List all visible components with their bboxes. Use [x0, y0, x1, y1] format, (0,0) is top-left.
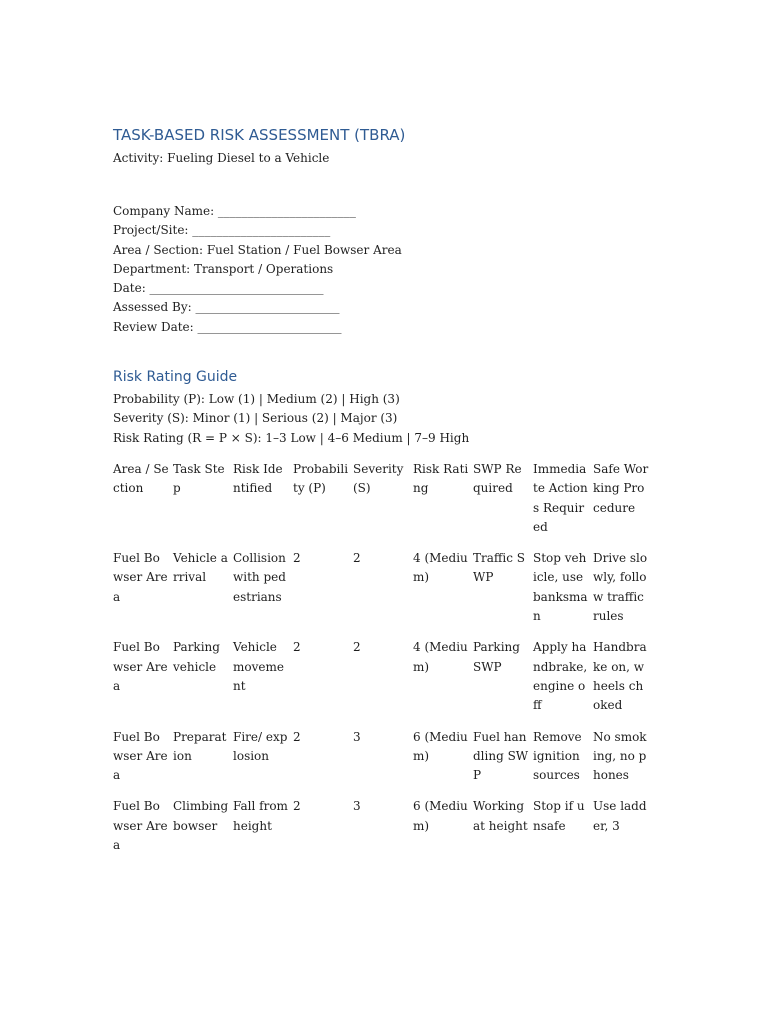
table-cell: 4 (Medium) [413, 551, 468, 585]
date-line: Date: _____________________________ [113, 281, 324, 296]
risk-rating-guide-heading: Risk Rating Guide [113, 369, 238, 385]
header-risk-identified: Risk Identified [233, 462, 283, 496]
table-cell: 6 (Medium) [413, 799, 468, 833]
header-severity: Severity (S) [353, 462, 404, 496]
table-cell: 4 (Medium) [413, 640, 468, 674]
table-cell: Fuel Bowser Area [113, 799, 168, 853]
table-cell: 3 [353, 799, 361, 814]
table-row [113, 797, 653, 867]
table-row [113, 728, 653, 798]
table-cell: Working at height [473, 799, 528, 833]
header-immediate-actions: Immediate Actions Required [533, 462, 588, 534]
risk-assessment-table [113, 460, 653, 867]
table-cell: Parking SWP [473, 640, 520, 674]
header-safe-working-procedure: Safe Working Procedure [593, 462, 649, 515]
table-cell: Vehicle arrival [173, 551, 228, 585]
table-cell: Collision with pedestrians [233, 551, 286, 604]
table-cell: 2 [293, 640, 301, 655]
table-cell: Fuel Bowser Area [113, 729, 168, 783]
table-cell: Fuel handling SWP [473, 729, 529, 783]
table-cell: Stop vehicle, use banksman [533, 551, 588, 624]
table-cell: Climbing bowser [173, 799, 229, 833]
table-cell: Fuel Bowser Area [113, 551, 168, 604]
table-cell: 2 [293, 799, 301, 814]
severity-guide-line: Severity (S): Minor (1) | Serious (2) | Major (3) [113, 411, 398, 426]
risk-rating-guide-line: Risk Rating (R = P × S): 1–3 Low | 4–6 Medium | 7–9 High [113, 430, 470, 445]
table-cell: Remove ignition sources [533, 729, 582, 783]
table-cell: Fire/ explosion [233, 729, 288, 763]
document-title: TASK-BASED RISK ASSESSMENT (TBRA) [113, 126, 406, 144]
table-cell: Stop if unsafe [533, 799, 585, 833]
table-cell: Vehicle movement [233, 640, 284, 693]
table-cell: 2 [353, 640, 361, 655]
table-cell: Traffic SWP [473, 551, 526, 585]
header-probability: Probability (P) [293, 462, 349, 496]
table-cell: 3 [353, 729, 361, 744]
area-section-line: Area / Section: Fuel Station / Fuel Bowser Area [113, 242, 402, 257]
table-row [113, 549, 653, 638]
table-cell: Preparation [173, 729, 227, 763]
company-name-line: Company Name: _______________________ [113, 204, 356, 218]
table-row [113, 638, 653, 727]
activity-line: Activity: Fueling Diesel to a Vehicle [113, 151, 330, 165]
header-area-section: Area / Section [113, 462, 169, 496]
header-risk-rating: Risk Rating [413, 462, 469, 496]
review-date-line: Review Date: ________________________ [113, 319, 342, 334]
table-cell: Fuel Bowser Area [113, 640, 168, 693]
department-line: Department: Transport / Operations [113, 261, 334, 276]
table-cell: Apply handbrake, engine off [533, 640, 588, 713]
table-cell: 2 [293, 729, 301, 744]
probability-guide-line: Probability (P): Low (1) | Medium (2) | High (3) [113, 392, 400, 406]
table-cell: Handbrake on, wheels choked [593, 640, 647, 713]
table-cell: 6 (Medium) [413, 729, 468, 763]
table-cell: No smoking, no phones [593, 729, 647, 783]
table-header-row [113, 460, 653, 549]
table-cell: Use ladder, 3 [593, 799, 647, 833]
assessed-by-line: Assessed By: ________________________ [113, 300, 340, 315]
table-cell: 2 [293, 551, 301, 566]
header-task-step: Task Step [173, 462, 225, 496]
header-swp-required: SWP Required [473, 462, 522, 496]
risk-rating-guide [113, 390, 469, 448]
table-cell: 2 [353, 551, 361, 566]
table-cell: Fall from height [233, 799, 288, 833]
project-site-line: Project/Site: _______________________ [113, 223, 331, 238]
info-block [113, 202, 402, 337]
table-cell: Drive slowly, follow traffic rules [593, 551, 648, 624]
table-cell: Parking vehicle [173, 640, 220, 674]
